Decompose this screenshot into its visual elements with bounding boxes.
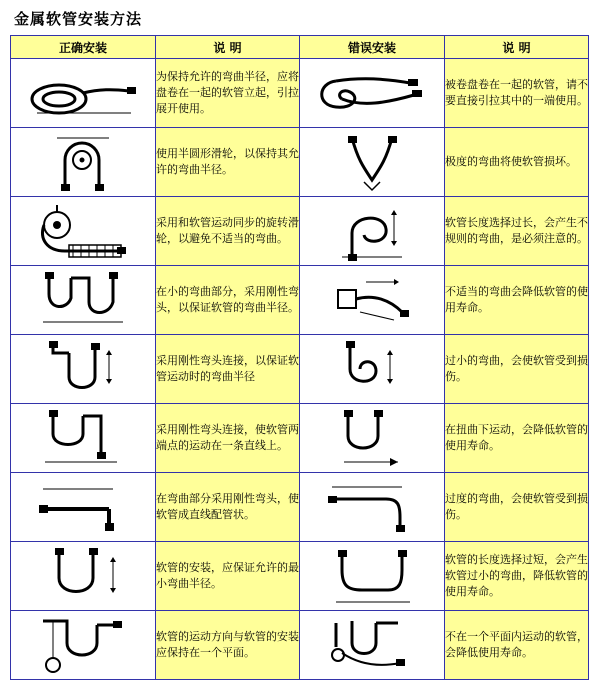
row-description: 极度的弯曲将使软管损坏。: [445, 128, 589, 197]
row-description: 软管长度选择过长，会产生不规则的弯曲，是必须注意的。: [445, 197, 589, 266]
page-title: 金属软管安装方法: [14, 10, 143, 28]
torsion-motion-figure: [300, 404, 445, 473]
row-description: 不适当的弯曲会降低软管的使用寿命。: [445, 266, 589, 335]
table-row: [11, 266, 589, 335]
row-description: 软管的运动方向与软管的安装应保持在一个平面。: [156, 611, 300, 680]
row-description: 过度的弯曲，会使软管受到损伤。: [445, 473, 589, 542]
coiled-hose-pulled-figure: [300, 59, 445, 128]
row-description: 软管的长度选择过短，会产生软管过小的弯曲，降低软管的使用寿命。: [445, 542, 589, 611]
over-bend-damage-figure: [300, 473, 445, 542]
row-description: 被卷盘卷在一起的软管，请不要直接引拉其中的一端使用。: [445, 59, 589, 128]
non-coplanar-motion-figure: [300, 611, 445, 680]
straight-pipe-with-elbow-figure: [11, 473, 156, 542]
row-description: 采用和软管运动同步的旋转滑轮，以避免不适当的弯曲。: [156, 197, 300, 266]
row-description: 为保持允许的弯曲半径，应将盘卷在一起的软管立起，引拉展开使用。: [156, 59, 300, 128]
table-row: [11, 473, 589, 542]
row-description: 在弯曲部分采用刚性弯头，使软管成直线配管状。: [156, 473, 300, 542]
too-small-bend-damage-figure: [300, 335, 445, 404]
table-header-row: [11, 36, 589, 59]
min-bend-radius-install-figure: [11, 542, 156, 611]
table-row: [11, 128, 589, 197]
row-description: 在小的弯曲部分，采用刚性弯头，以保证软管的弯曲半径。: [156, 266, 300, 335]
table-row: [11, 335, 589, 404]
row-description: 使用半圆形滑轮，以保持其允许的弯曲半径。: [156, 128, 300, 197]
row-description: 采用刚性弯头连接，使软管两端点的运动在一条直线上。: [156, 404, 300, 473]
rotating-sheave-sync-figure: [11, 197, 156, 266]
header-correct-desc: 说 明: [156, 36, 300, 59]
improper-bend-life-figure: [300, 266, 445, 335]
table-row: [11, 611, 589, 680]
sharp-bend-damage-figure: [300, 128, 445, 197]
table-row: [11, 59, 589, 128]
row-description: 不在一个平面内运动的软管，会降低使用寿命。: [445, 611, 589, 680]
header-wrong-desc: 说 明: [445, 36, 589, 59]
table-row: [11, 404, 589, 473]
row-description: 软管的安装，应保证允许的最小弯曲半径。: [156, 542, 300, 611]
table-row: [11, 542, 589, 611]
rigid-elbow-straight-line-figure: [11, 404, 156, 473]
same-plane-motion-figure: [11, 611, 156, 680]
table-row: [11, 197, 589, 266]
installation-methods-table: [10, 35, 589, 680]
semicircular-sheave-figure: [11, 128, 156, 197]
too-long-small-bend-figure: [300, 542, 445, 611]
row-description: 采用刚性弯头连接，以保证软管运动时的弯曲半径: [156, 335, 300, 404]
row-description: 在扭曲下运动，会降低软管的使用寿命。: [445, 404, 589, 473]
rigid-elbow-motion-radius-figure: [11, 335, 156, 404]
header-correct-install: 正确安装: [11, 36, 156, 59]
coiled-hose-upright-figure: [11, 59, 156, 128]
rigid-elbow-small-bend-figure: [11, 266, 156, 335]
header-wrong-install: 错误安装: [300, 36, 445, 59]
excess-length-irregular-bend-figure: [300, 197, 445, 266]
row-description: 过小的弯曲，会使软管受到损伤。: [445, 335, 589, 404]
